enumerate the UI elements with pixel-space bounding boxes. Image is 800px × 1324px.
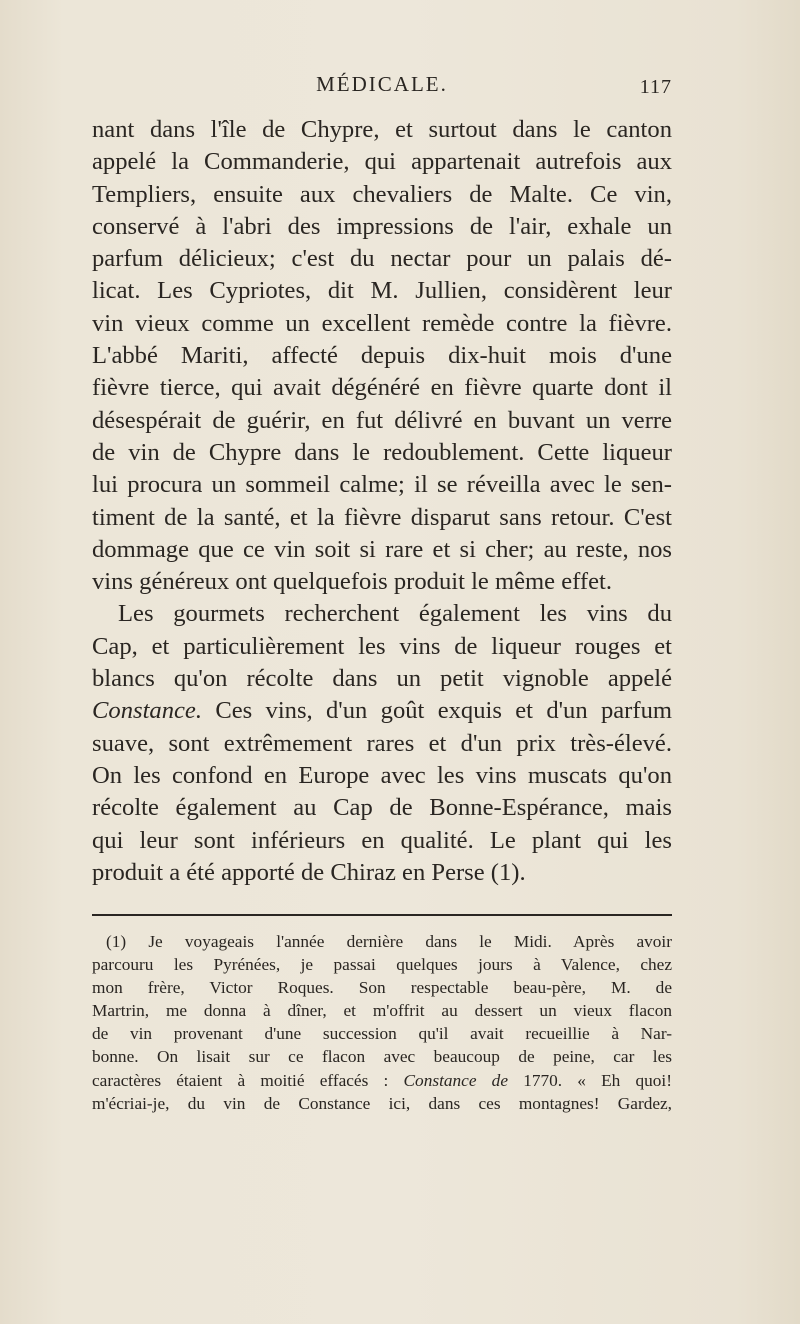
text-line: produit a été apporté de Chiraz en Perse (1). xyxy=(92,858,526,886)
text-line: qui leur sont inférieurs en qualité. Le plant qui les xyxy=(92,826,672,854)
text-line: dommage que ce vin soit si rare et si cher; au reste, nos xyxy=(92,535,672,563)
footnote-line: bonne. On lisait sur ce flacon avec beaucoup de peine, car les xyxy=(92,1047,672,1067)
body-text xyxy=(92,114,672,889)
page-header xyxy=(92,72,672,102)
text-line: désespérait de guérir, en fut délivré en buvant un verre xyxy=(92,406,672,434)
text-line: récolte également au Cap de Bonne-Espérance, mais xyxy=(92,794,672,822)
text-line: de vin de Chypre dans le redoublement. Cette liqueur xyxy=(92,438,672,466)
text-line: vin vieux comme un excellent remède contre la fièvre. xyxy=(92,309,672,337)
page-number: 117 xyxy=(639,76,672,98)
text-line: L'abbé Mariti, affecté depuis dix-huit mois d'une xyxy=(92,342,672,370)
text-fragment: caractères étaient à moitié effacés : xyxy=(92,1070,404,1090)
text-line: appelé la Commanderie, qui appartenait autrefois aux xyxy=(92,148,672,176)
text-line: conservé à l'abri des impressions de l'air, exhale un xyxy=(92,212,672,240)
text-line: lui procura un sommeil calme; il se réveilla avec le sen- xyxy=(92,471,672,499)
text-fragment: Ces vins, d'un goût exquis et d'un parfum xyxy=(201,697,672,725)
italic-term: Constance de xyxy=(403,1070,508,1090)
footnote-line: m'écriai-je, du vin de Constance ici, dans ces montagnes! Gardez, xyxy=(92,1093,672,1113)
text-line: vins généreux ont quelquefois produit le même effet. xyxy=(92,568,612,596)
footnote-line: mon frère, Victor Roques. Son respectable beau-père, M. de xyxy=(92,978,672,998)
text-line: Templiers, ensuite aux chevaliers de Malte. Ce vin, xyxy=(92,180,672,208)
footnote-line: (1) Je voyageais l'année dernière dans le Midi. Après avoir xyxy=(106,932,672,951)
footnote-line xyxy=(92,1069,672,1092)
text-fragment: 1770. « Eh quoi! xyxy=(508,1070,672,1090)
footnote-rule xyxy=(92,914,672,916)
text-line: blancs qu'on récolte dans un petit vignoble appelé xyxy=(92,665,672,693)
text-line: timent de la santé, et la fièvre disparut sans retour. C'est xyxy=(92,503,672,531)
text-line: On les confond en Europe avec les vins muscats qu'on xyxy=(92,761,672,789)
text-line: Cap, et particulièrement les vins de liqueur rouges et xyxy=(92,632,672,660)
text-line: nant dans l'île de Chypre, et surtout dans le canton xyxy=(92,116,672,143)
text-line xyxy=(92,695,672,727)
text-line: fièvre tierce, qui avait dégénéré en fièvre quarte dont il xyxy=(92,374,672,402)
running-head: MÉDICALE. xyxy=(316,72,448,96)
footnote-line: parcouru les Pyrénées, je passai quelques jours à Valence, chez xyxy=(92,955,672,975)
text-line: Les gourmets recherchent également les vins du xyxy=(118,600,672,628)
footnote-line: Martrin, me donna à dîner, et m'offrit au dessert un vieux flacon xyxy=(92,1001,672,1021)
text-line: suave, sont extrêmement rares et d'un prix très-élevé. xyxy=(92,729,672,757)
text-line: parfum délicieux; c'est du nectar pour un palais dé- xyxy=(92,245,672,273)
footnote-line: de vin provenant d'une succession qu'il avait recueillie à Nar- xyxy=(92,1024,672,1044)
footnote xyxy=(92,930,672,1115)
italic-term: Constance. xyxy=(92,697,202,725)
text-line: licat. Les Cypriotes, dit M. Jullien, considèrent leur xyxy=(92,277,672,305)
